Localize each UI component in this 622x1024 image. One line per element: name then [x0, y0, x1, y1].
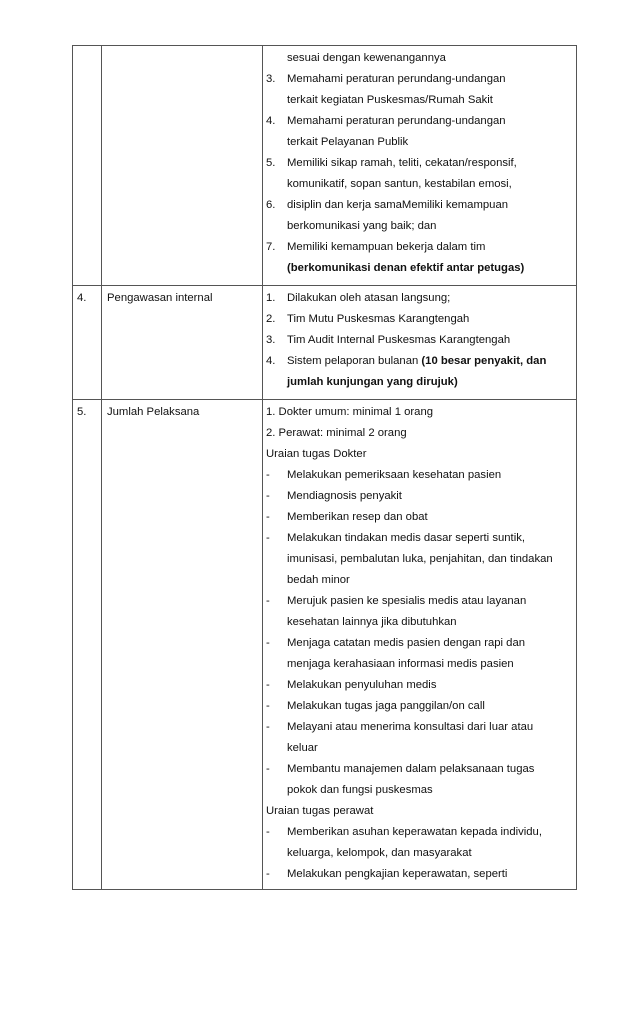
list-item: 1. Dilakukan oleh atasan langsung;: [266, 292, 451, 304]
row-content-cell: [263, 400, 577, 890]
task-text: keluarga, kelompok, dan masyarakat: [287, 847, 472, 859]
row-content-cell: [263, 286, 577, 400]
list-item: 5. Memiliki sikap ramah, teliti, cekatan/responsif, komunikatif, sopan santun, kestabilan emosi,: [266, 157, 517, 190]
list-item: [266, 528, 572, 591]
list-item: [266, 465, 572, 486]
task-text: Melakukan pengkajian keperawatan, seperti: [287, 868, 508, 880]
row-number-cell: 4.: [73, 286, 102, 400]
task-text: Melakukan tindakan medis dasar seperti suntik,: [287, 532, 525, 544]
task-text: keluar: [287, 742, 318, 754]
nurse-task-list: [266, 822, 572, 885]
bullet-dash: -: [266, 532, 270, 544]
justified-line: Memiliki kemampuan bekerja dalam tim: [287, 241, 486, 253]
task-text: Memberikan asuhan keperawatan kepada individu,: [287, 826, 542, 838]
task-text: kesehatan lainnya jika dibutuhkan: [287, 616, 457, 628]
task-text: Melakukan tugas jaga panggilan/on call: [287, 700, 485, 712]
task-text: Melakukan pemeriksaan kesehatan pasien: [287, 469, 502, 481]
row-number-cell: [73, 46, 102, 286]
list-item: 2. Tim Mutu Puskesmas Karangtengah: [266, 313, 470, 325]
competency-list: [266, 69, 572, 279]
list-item: 3. Memahami peraturan perundang-undangan terkait kegiatan Puskesmas/Rumah Sakit: [266, 73, 506, 106]
list-item: [266, 864, 572, 885]
bullet-dash: -: [266, 868, 270, 880]
task-text: Merujuk pasien ke spesialis medis atau layanan: [287, 595, 527, 607]
section-heading: Uraian tugas Dokter: [266, 448, 367, 460]
bullet-dash: -: [266, 637, 270, 649]
task-text: pokok dan fungsi puskesmas: [287, 784, 433, 796]
task-text: bedah minor: [287, 574, 350, 586]
job-requirements-table: [72, 45, 577, 890]
bullet-dash: -: [266, 490, 270, 502]
bullet-dash: -: [266, 721, 270, 733]
list-item: [266, 486, 572, 507]
task-text: imunisasi, pembalutan luka, penjahitan, dan tindakan: [287, 553, 553, 565]
table-row: [73, 286, 577, 400]
continuation-text: sesuai dengan kewenangannya: [287, 52, 446, 64]
task-text: Melayani atau menerima konsultasi dari luar atau: [287, 721, 534, 733]
list-item: [266, 633, 572, 675]
list-item: 7. Memiliki kemampuan bekerja dalam tim (berkomunikasi denan efektif antar petugas): [266, 237, 572, 279]
list-item: [266, 507, 572, 528]
list-item: [266, 696, 572, 717]
task-text: Memberikan resep dan obat: [287, 511, 428, 523]
list-item: 3. Tim Audit Internal Puskesmas Karangtengah: [266, 334, 511, 346]
list-item: 6. disiplin dan kerja samaMemiliki kemampuan berkomunikasi yang baik; dan: [266, 199, 509, 232]
bullet-dash: -: [266, 469, 270, 481]
list-item: [266, 717, 572, 759]
bullet-dash: -: [266, 826, 270, 838]
row-name-cell: [102, 46, 263, 286]
task-text: Melakukan penyuluhan medis: [287, 679, 437, 691]
table-row: [73, 46, 577, 286]
table-row: [73, 400, 577, 890]
doctor-task-list: [266, 465, 572, 801]
list-item: [266, 591, 572, 633]
row-name-cell: Pengawasan internal: [102, 286, 263, 400]
bullet-dash: -: [266, 763, 270, 775]
list-item: 4. Memahami peraturan perundang-undangan terkait Pelayanan Publik: [266, 115, 506, 148]
row-content-cell: [263, 46, 577, 286]
section-heading: Uraian tugas perawat: [266, 805, 374, 817]
task-text: Menjaga catatan medis pasien dengan rapi dan: [287, 637, 526, 649]
bullet-dash: -: [266, 595, 270, 607]
bullet-dash: -: [266, 700, 270, 712]
row-number-cell: 5.: [73, 400, 102, 890]
bullet-dash: -: [266, 511, 270, 523]
staff-count: 1. Dokter umum: minimal 1 orang: [266, 406, 434, 418]
task-text: Membantu manajemen dalam pelaksanaan tugas: [287, 763, 535, 775]
list-item: [266, 759, 572, 801]
task-text: Mendiagnosis penyakit: [287, 490, 402, 502]
staff-count: 2. Perawat: minimal 2 orang: [266, 427, 407, 439]
list-item: 4. Sistem pelaporan bulanan (10 besar penyakit, dan jumlah kunjungan yang dirujuk): [266, 355, 547, 388]
list-item: [266, 822, 572, 864]
bold-note: (berkomunikasi denan efektif antar petugas): [287, 262, 525, 274]
row-name-cell: Jumlah Pelaksana: [102, 400, 263, 890]
bullet-dash: -: [266, 679, 270, 691]
task-text: menjaga kerahasiaan informasi medis pasien: [287, 658, 514, 670]
list-item: [266, 675, 572, 696]
